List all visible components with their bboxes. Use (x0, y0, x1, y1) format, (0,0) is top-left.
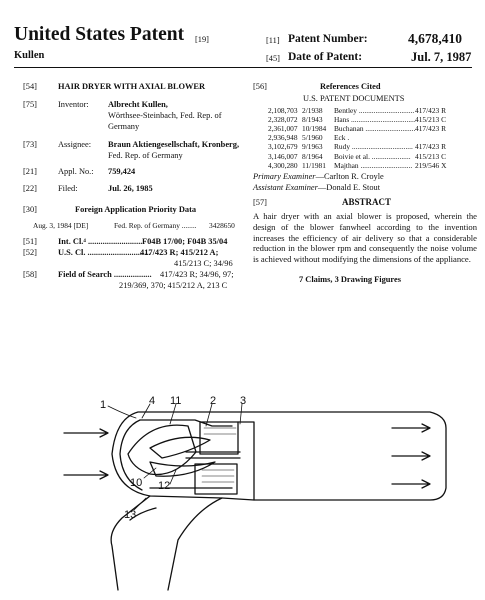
reference-name: Bentley .............................. (334, 106, 415, 115)
foreign-date: Aug. 3, 1984 [DE] (33, 221, 89, 230)
reference-date: 8/1943 (302, 115, 323, 125)
patent-date-label: Date of Patent: (288, 51, 363, 63)
assignee-name: Braun Aktiengesellschaft, Kronberg, (108, 140, 240, 149)
shading-lines (202, 428, 236, 482)
fan-hub (128, 425, 196, 474)
primary-examiner-name: —Carlton R. Croyle (315, 172, 384, 181)
reference-name: Majthan ............................ (334, 160, 413, 170)
office-ref: [19] (195, 35, 209, 44)
drawing-label-2: 2 (210, 395, 217, 407)
filed-ref: [22] (23, 184, 37, 193)
patent-number: 4,678,410 (408, 31, 462, 46)
intcl-value: F04B 17/00; F04B 35/04 (142, 237, 228, 246)
abstract-text: A hair dryer with an axial blower is proposed, wherein the design of the blower fanwheel according to the invention increases the efficiency of air delivery so that a considerable reduction in the blower rpm and consequently the noise volume is achieved without modifying the dimensions of the appliance. (253, 211, 477, 265)
assignee-ref: [73] (23, 140, 37, 149)
outlet-arrow-2 (392, 452, 430, 460)
drawing-label-12: 12 (158, 480, 171, 492)
reference-date: 9/1963 (302, 142, 323, 152)
drawing-label-13: 13 (124, 509, 137, 521)
references-ref: [56] (253, 82, 267, 91)
leader-3 (240, 404, 242, 424)
inventor-address-1: Wörthsee-Steinbach, Fed. Rep. of (108, 111, 222, 120)
reference-cls: 417/423 R (415, 124, 447, 134)
reference-cls: 219/546 X (415, 160, 447, 170)
reference-cls: 415/213 C (415, 115, 447, 125)
reference-cls: 417/423 R (415, 106, 447, 115)
foreign-number: 3428650 (209, 221, 235, 230)
patent-number-label: Patent Number: (288, 33, 368, 45)
reference-num: 4,300,280 (268, 160, 298, 170)
reference-num: 3,102,679 (268, 142, 298, 152)
us-patent-documents-heading: U.S. PATENT DOCUMENTS (303, 94, 405, 103)
claims-line: 7 Claims, 3 Drawing Figures (299, 275, 401, 284)
assignee-label: Assignee: (58, 140, 92, 149)
foreign-ref: [30] (23, 205, 37, 214)
intcl-ref: [51] (23, 237, 37, 246)
assistant-examiner-label: Assistant Examiner (253, 183, 318, 192)
reference-num: 2,936,948 (268, 133, 298, 143)
filed-label: Filed: (58, 184, 78, 193)
motor-block (200, 422, 238, 454)
search-value-1: 417/423 R; 34/96, 97; (160, 270, 234, 279)
uscl-ref: [52] (23, 248, 37, 257)
inventor-name: Albrecht Kullen, (108, 100, 168, 109)
appl-label: Appl. No.: (58, 167, 94, 176)
uscl-primary: 417/423 R; 415/212 A; (140, 248, 219, 257)
search-value-2: 219/369, 370; 415/212 A, 213 C (119, 281, 228, 290)
references-heading: References Cited (320, 82, 381, 91)
primary-examiner-label: Primary Examiner (253, 172, 316, 181)
reference-num: 3,146,007 (268, 151, 298, 161)
abstract-heading: ABSTRACT (342, 197, 392, 207)
reference-name: Buchanan ........................... (334, 124, 416, 134)
reference-cls: 417/423 R (415, 142, 447, 152)
outlet-arrow-3 (392, 480, 430, 488)
patent-number-ref: [11] (266, 36, 280, 45)
drawing-label-10: 10 (130, 477, 143, 489)
inlet-arrow-1 (64, 429, 108, 437)
reference-date: 2/1938 (302, 106, 323, 115)
drawing-label-11: 11 (170, 395, 182, 407)
inventor-address-2: Germany (108, 122, 140, 131)
uscl-value-2: 415/213 C; 34/96 (174, 259, 233, 268)
leader-11 (170, 404, 176, 424)
leader-2 (206, 404, 212, 426)
foreign-country: Fed. Rep. of Germany ........ (114, 221, 197, 230)
reference-num: 2,361,007 (268, 124, 298, 134)
foreign-heading: Foreign Application Priority Data (75, 205, 197, 214)
inventor-label: Inventor: (58, 100, 89, 109)
appl-number: 759,424 (108, 167, 136, 176)
reference-num: 2,108,703 (268, 106, 298, 115)
assistant-examiner-name: —Donald E. Stout (317, 183, 381, 192)
outlet-arrow-1 (392, 424, 430, 432)
leader-1 (108, 406, 136, 418)
abstract-ref: [57] (253, 198, 267, 207)
reference-date: 5/1960 (302, 133, 323, 143)
reference-cls: 415/213 C (415, 151, 447, 161)
filed-date: Jul. 26, 1985 (108, 184, 153, 193)
drawing-label-4: 4 (149, 395, 156, 407)
fan-blade-1 (150, 437, 210, 458)
assignee-address: Fed. Rep. of Germany (108, 151, 183, 160)
patent-date: Jul. 7, 1987 (411, 50, 472, 64)
inventor-ref: [75] (23, 100, 37, 109)
patent-office-title: United States Patent (14, 24, 185, 45)
search-ref: [58] (23, 270, 37, 279)
reference-name: Hans ................................... (334, 115, 416, 125)
reference-name: Eck . (334, 133, 350, 143)
reference-date: 11/1981 (302, 160, 326, 170)
patent-date-ref: [45] (266, 54, 280, 63)
title-ref: [54] (23, 82, 37, 91)
patent-title: HAIR DRYER WITH AXIAL BLOWER (58, 82, 206, 91)
drawing-label-1: 1 (100, 399, 107, 411)
reference-num: 2,328,072 (268, 115, 298, 125)
inlet-arrow-2 (64, 471, 108, 479)
uscl-label: U.S. Cl. .............................. (58, 248, 151, 257)
search-label: Field of Search .................. (58, 270, 152, 279)
inner-right-wall (238, 422, 254, 500)
intcl-label: Int. Cl.⁴ .......................... (58, 237, 143, 246)
drawing-label-3: 3 (240, 395, 247, 407)
reference-name: Rudy ................................. (334, 142, 413, 152)
reference-name: Boivie et al. ..................... (334, 151, 411, 161)
reference-date: 8/1964 (302, 151, 323, 161)
inventor-short-name: Kullen (14, 50, 45, 61)
reference-date: 10/1984 (302, 124, 327, 134)
appl-ref: [21] (23, 167, 37, 176)
